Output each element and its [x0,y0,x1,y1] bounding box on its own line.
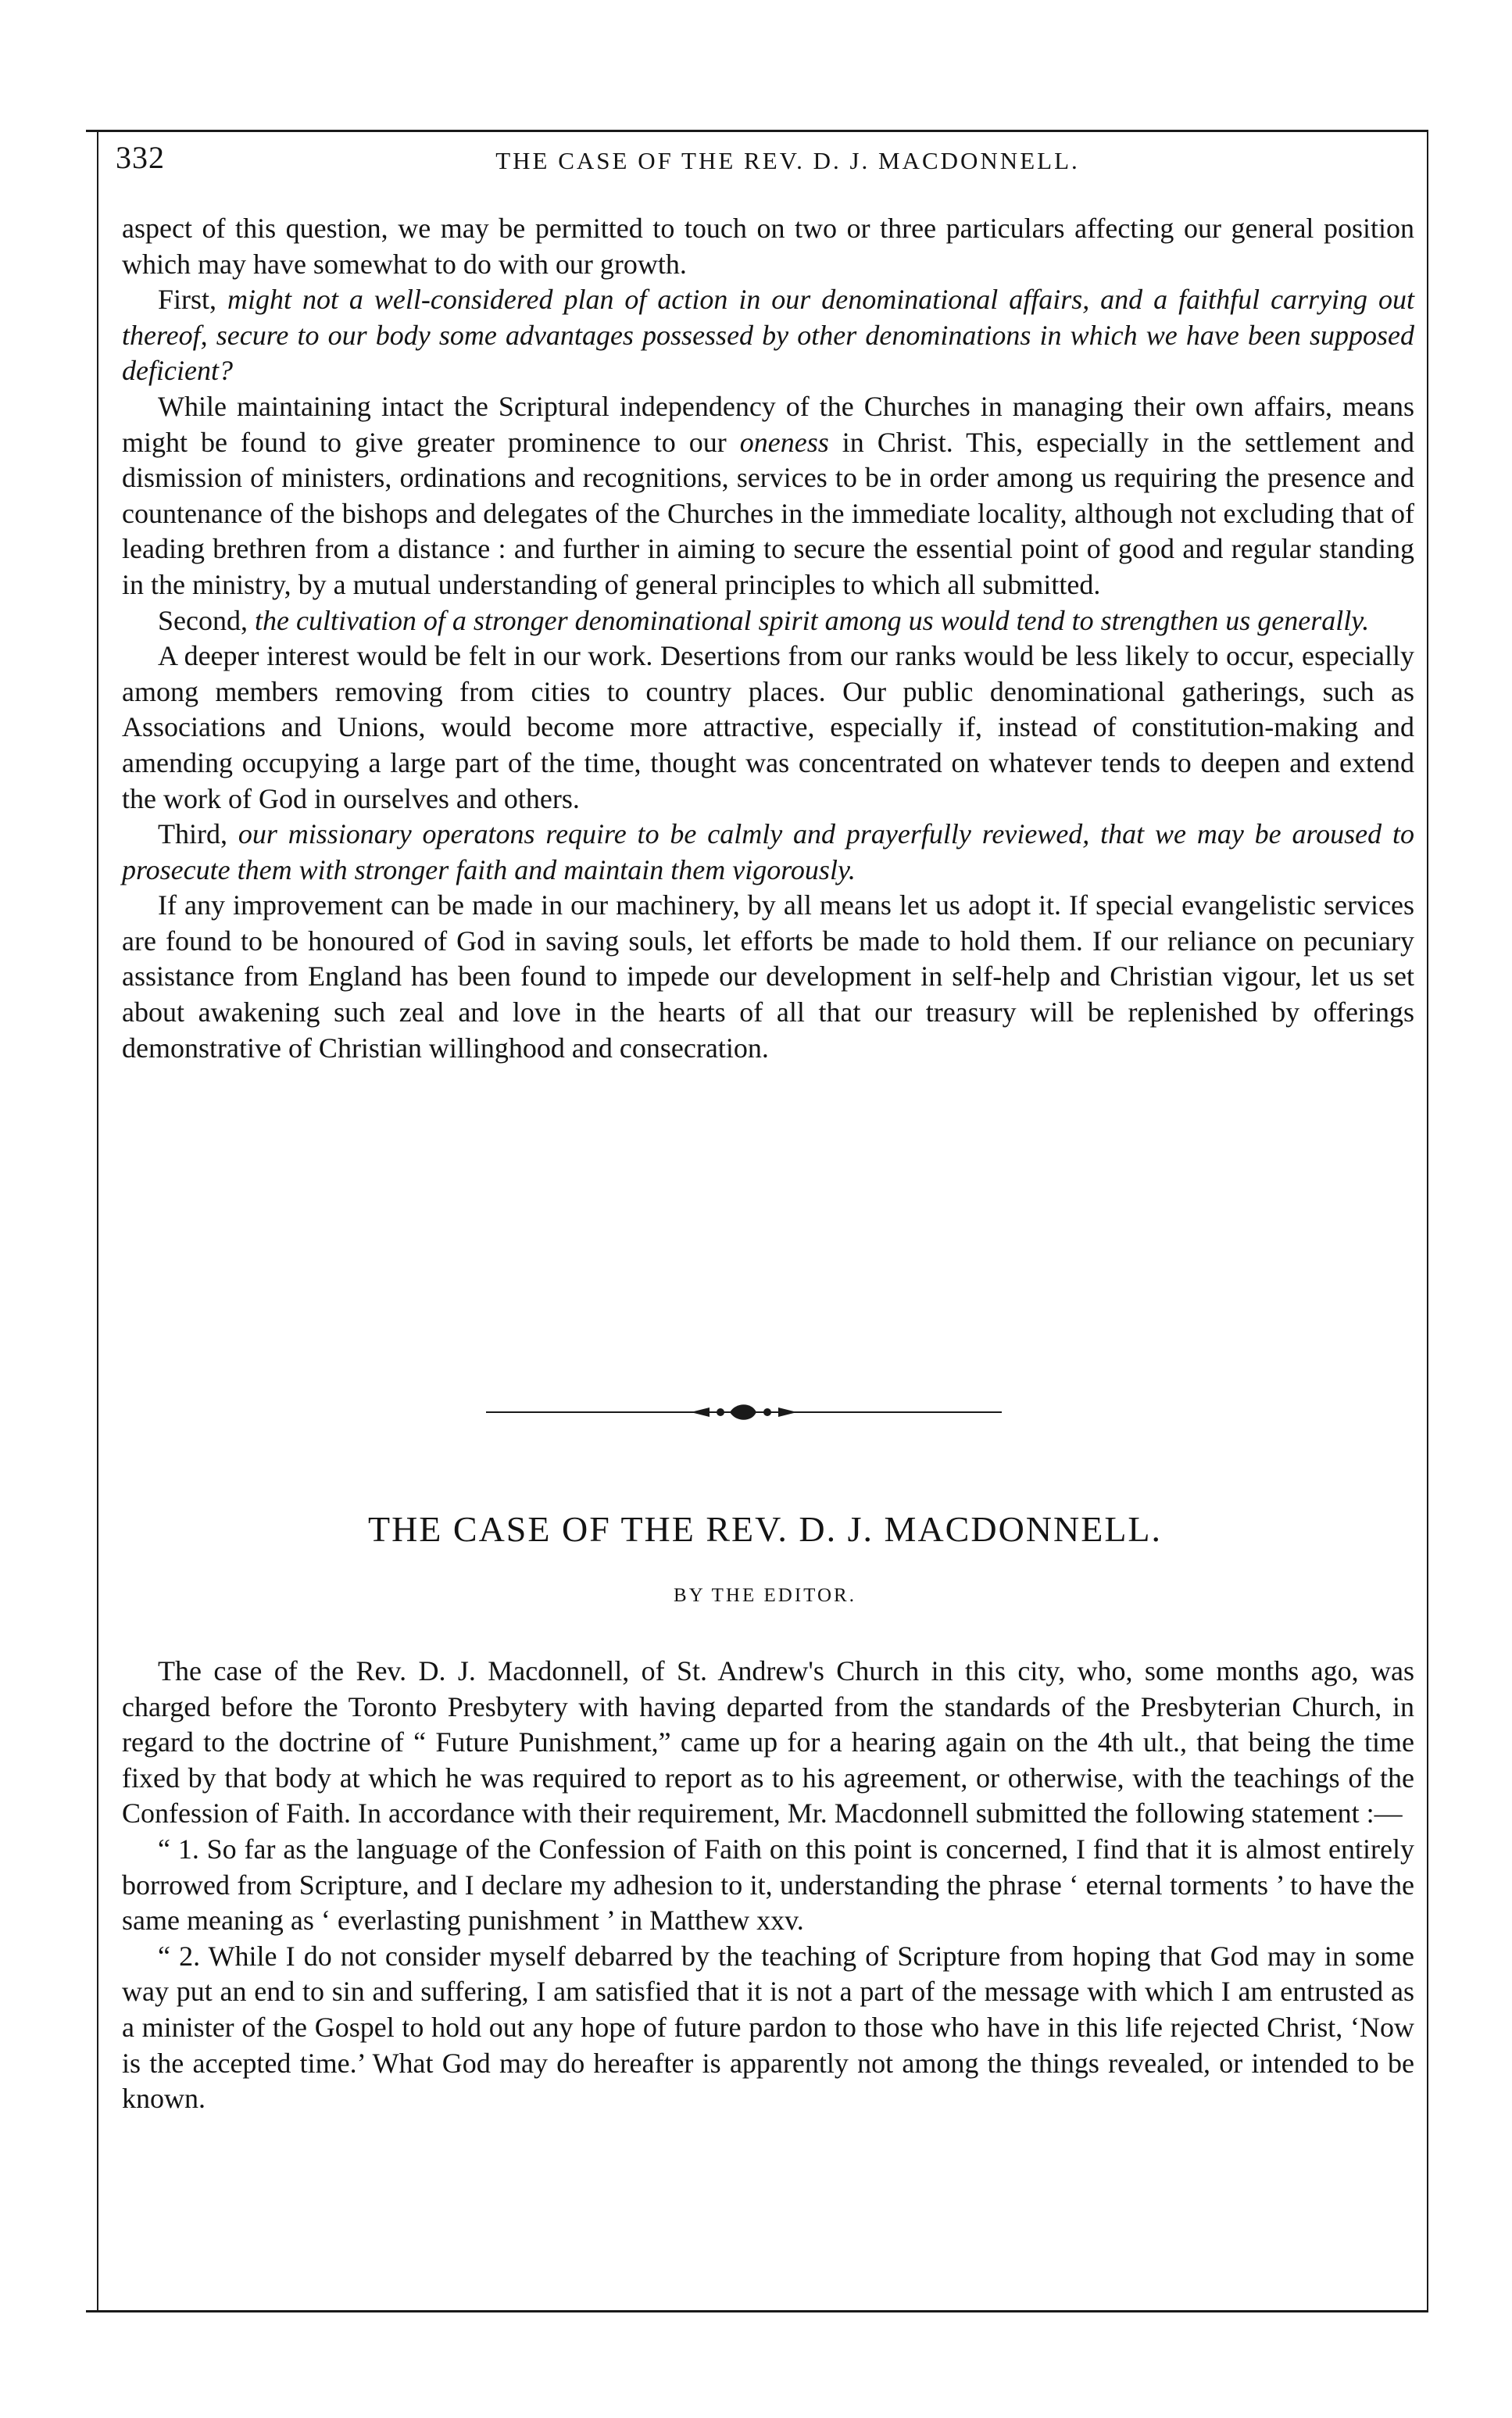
byline: BY THE EDITOR. [674,1585,856,1606]
paragraph: aspect of this question, we may be permitted to touch on two or three particulars affecting our general position which may have somewhat to do with our growth. [122,213,1414,280]
left-border-rule [97,130,98,2310]
running-title: THE CASE OF THE REV. D. J. MACDONNELL. [495,147,1080,174]
paragraph-italic: oneness [739,426,829,458]
paragraph [122,817,1414,888]
page-number: 332 [116,140,165,175]
paragraph: The case of the Rev. D. J. Macdonnell, of St. Andrew's Church in this city, who, some months ago, was charged before the Toronto Presbytery with having departed from the standards of the Presbyterian Church, in regard to the doctrine of “ Future Punishment,” came up for a hearing again on the 4th ult., that being the time fixed by that body at which he was required to report as to his agreement, or otherwise, with the teachings of the Confession of Faith. In accordance with their requirement, Mr. Macdonnell submitted the following statement :— [122,1655,1414,1830]
paragraph-italic: the cultivation of a stronger denominational spirit among us would tend to strengthen us generally. [254,604,1370,636]
paragraph-italic: might not a well-considered plan of action in our denominational affairs, and a faithful carrying out thereof, secure to our body some advantages possessed by other denominations in which we have been supposed deficient? [122,284,1415,387]
paragraph-italic: our missionary operatons require to be calmly and prayerfully reviewed, that we may be aroused to prosecute them with stronger faith and maintain them vigorously. [122,818,1414,885]
right-border-rule [1427,130,1428,2310]
quoted-paragraph: “ 2. While I do not consider myself debarred by the teaching of Scripture from hoping that God may in some way put an end to sin and suffering, I am satisfied that it is not a part of the message with which I am entrusted as a minister of the Gospel to hold out any hope of future pardon to those who have in this life rejected Christ, ‘Now is the accepted time.’ What God may do hereafter is apparently not among the things revealed, or intended to be known. [122,1940,1414,2115]
page [86,92,1428,2335]
paragraph: If any improvement can be made in our machinery, by all means let us adopt it. If special evangelistic services are found to be honoured of God in saving souls, let efforts be made to hold them. If our reliance on pecuniary assistance from England has been found to impede our development in self-help and Christian vigour, let us set about awakening such zeal and love in the hearts of all that our treasury will be replenished by offerings demonstrative of Christian willinghood and consecration. [122,889,1414,1064]
paragraph: A deeper interest would be felt in our work. Desertions from our ranks would be less likely to occur, especially among members removing from cities to country places. Our public denominational gatherings, such as Associations and Unions, would become more attractive, especially if, instead of constitution-making and amending occupying a large part of the time, thought was concentrated on whatever tends to deepen and extend the work of God in ourselves and others. [122,640,1414,814]
bottom-border-rule [86,2310,1428,2312]
paragraph [122,389,1414,603]
paragraph-text: in Christ. This, especially in the settlement and dismission of ministers, ordinations and recognitions, services to be in order among us requiring the presence and countenance of the bishops and delegates of the Churches in the immediate locality, although not excluding that of leading brethren from a distance : and further in aiming to secure the essential point of good and regular standing in the ministry, by a mutual understanding of general principles to which all submitted. [122,426,1414,600]
paragraph-lead: First, [158,284,217,316]
paragraph [122,603,1414,639]
ornament-divider-icon [486,1400,1002,1424]
paragraph-lead: Third, [158,818,227,850]
second-article-body [122,1654,1414,2117]
paragraph-text: While maintaining intact the Scriptural independency of the Churches in managing their own affairs, means might be found to give greater prominence to our [122,390,1414,458]
top-border-rule [86,130,1428,132]
quoted-paragraph: “ 1. So far as the language of the Confession of Faith on this point is concerned, I find that it is almost entirely borrowed from Scripture, and I declare my adhesion to it, understanding the phrase ‘ eternal torments ’ to have the same meaning as ‘ everlasting punishment ’ in Matthew xxv. [122,1833,1414,1937]
article-title: THE CASE OF THE REV. D. J. MACDONNELL. [367,1509,1163,1549]
running-head [116,139,1428,194]
paragraph-lead: Second, [158,604,248,636]
paragraph [122,282,1414,389]
first-article-body [122,211,1414,1066]
